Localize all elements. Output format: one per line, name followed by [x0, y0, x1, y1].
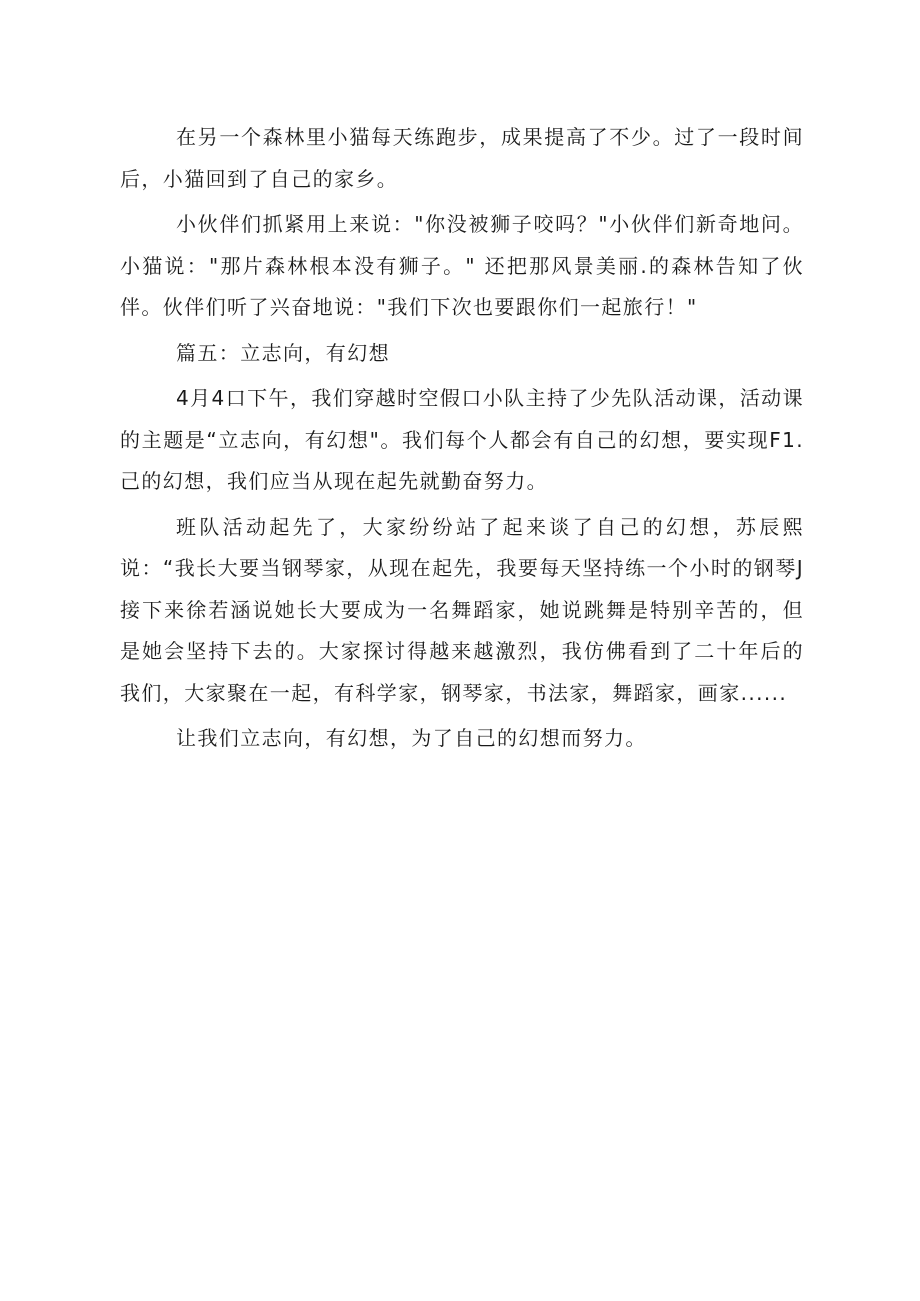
paragraph-5: 班队活动起先了，大家纷纷站了起来谈了自己的幻想，苏辰熙说：“我长大要当钢琴家，从现在起先，我要每天坚持练一个小时的钢琴J接下来徐若涵说她长大要成为一名舞蹈家，她说跳舞是特别辛苦的，但是她会坚持下去的。大家探讨得越来越激烈，我仿佛看到了二十年后的我们，大家聚在一起，有科学家，钢琴家，书法家，舞蹈家，画家...... [120, 514, 804, 705]
paragraph-1: 在另一个森林里小猫每天练跑步，成果提高了不少。过了一段时间后，小猫回到了自己的家乡。 [120, 125, 804, 191]
document-body [120, 117, 804, 760]
paragraph-6: 让我们立志向，有幻想，为了自己的幻想而努力。 [176, 726, 647, 750]
paragraph-4: 4月4口下午，我们穿越时空假口小队主持了少先队活动课，活动课的主题是“立志向，有幻想"。我们每个人都会有自己的幻想，要实现F1.己的幻想，我们应当从现在起先就勤奋努力。 [120, 386, 804, 493]
section-heading: 篇五：立志向，有幻想 [176, 340, 390, 365]
paragraph-2: 小伙伴们抓紧用上来说："你没被狮子咬吗？"小伙伴们新奇地问。小猫说："那片森林根本没有狮子。" 还把那风景美丽.的森林告知了伙伴。伙伴们听了兴奋地说："我们下次也要跟你们一起旅行！" [120, 212, 804, 319]
